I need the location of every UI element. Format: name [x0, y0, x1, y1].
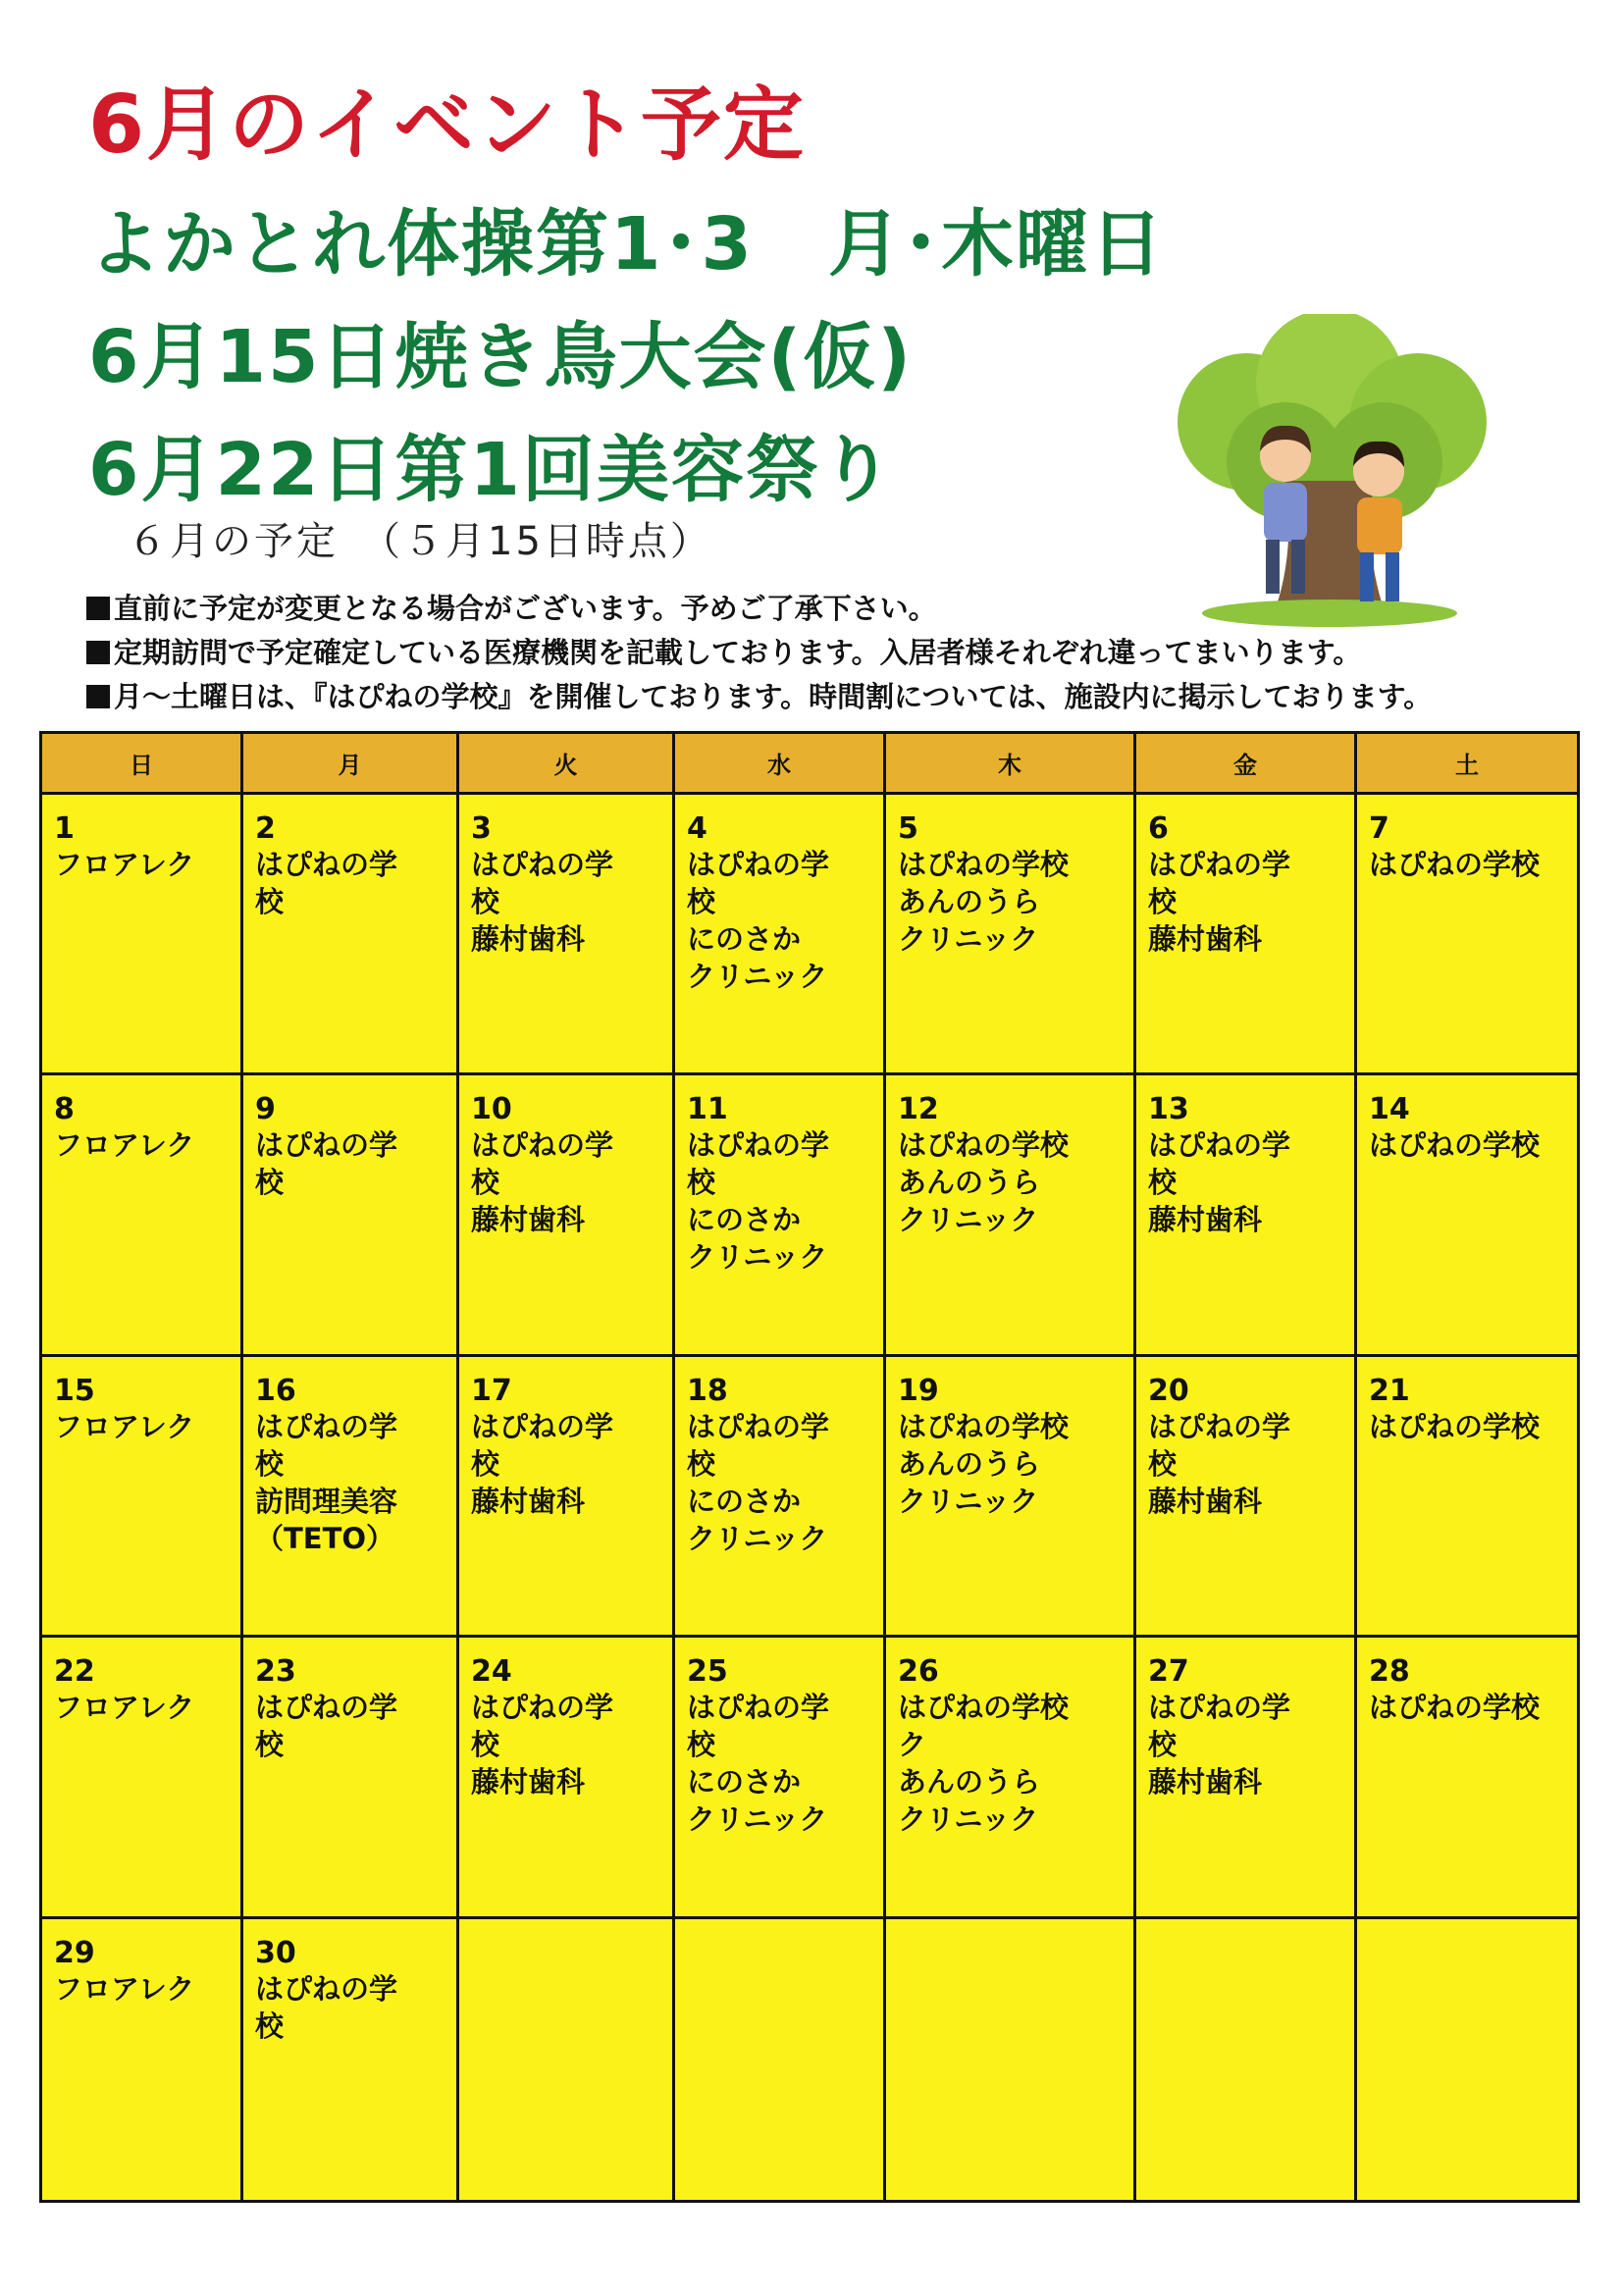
day-number: 24	[471, 1654, 512, 1690]
headline-beauty-festival: 6月22日第1回美容祭り	[88, 428, 895, 512]
day-events: はぴねの学校	[1369, 848, 1541, 881]
day-events: フロアレク	[54, 1409, 195, 1443]
calendar-day-cell	[1357, 1638, 1577, 1918]
notice-text: 直前に予定が変更となる場合がございます。予めご了承下さい。	[114, 592, 937, 625]
day-number: 23	[255, 1654, 296, 1690]
calendar-day-cell	[1357, 1919, 1577, 2200]
weekday-sunday: 日	[42, 734, 243, 792]
weekday-monday: 月	[243, 734, 459, 792]
day-events: はぴねの学 校 藤村歯科	[1148, 1409, 1291, 1518]
calendar-day-cell	[42, 795, 243, 1075]
calendar-day-cell	[243, 1357, 459, 1638]
calendar-day-cell	[42, 1919, 243, 2200]
calendar-day-cell	[886, 795, 1136, 1075]
day-number: 8	[54, 1092, 75, 1127]
weekday-thursday: 木	[886, 734, 1136, 792]
day-number: 18	[687, 1373, 728, 1408]
day-number: 4	[687, 811, 707, 846]
calendar-day-cell	[886, 1638, 1136, 1918]
day-number: 17	[471, 1373, 512, 1408]
day-events: はぴねの学 校 訪問理美容 （TETO）	[255, 1409, 398, 1555]
calendar-day-cell	[459, 1357, 675, 1638]
tree-with-hikers-icon	[1168, 314, 1492, 638]
headline-yakitori: 6月15日焼き鳥大会(仮)	[88, 315, 914, 399]
day-events: フロアレク	[54, 1128, 195, 1163]
calendar-day-cell	[1357, 1075, 1577, 1356]
day-events: はぴねの学 校 藤村歯科	[471, 1409, 614, 1518]
day-events: はぴねの学 校 にのさか クリニック	[687, 1409, 830, 1555]
calendar-day-cell	[675, 1075, 886, 1356]
schedule-subtitle: ６月の予定 （５月15日時点）	[128, 519, 712, 564]
day-events: はぴねの学 校 藤村歯科	[471, 1128, 614, 1237]
day-events: フロアレク	[54, 1691, 195, 1725]
day-number: 28	[1369, 1654, 1410, 1690]
calendar-weekday-header	[42, 734, 1577, 795]
day-events: はぴねの学 校 藤村歯科	[1148, 1128, 1291, 1237]
calendar-day-cell	[459, 1075, 675, 1356]
calendar-day-cell	[675, 1638, 886, 1918]
calendar-day-cell	[675, 1357, 886, 1638]
day-number: 10	[471, 1092, 512, 1127]
day-events: はぴねの学 校 にのさか クリニック	[687, 1691, 830, 1837]
day-events: フロアレク	[54, 1971, 195, 2006]
day-events: はぴねの学校 あんのうら クリニック	[898, 1128, 1070, 1237]
day-events: はぴねの学校	[1369, 1409, 1541, 1443]
calendar-day-cell	[1136, 795, 1357, 1075]
day-number: 13	[1148, 1092, 1189, 1127]
day-number: 5	[898, 811, 918, 846]
calendar-day-cell	[886, 1919, 1136, 2200]
weekday-tuesday: 火	[459, 734, 675, 792]
calendar-day-cell	[1136, 1357, 1357, 1638]
calendar-day-cell	[42, 1357, 243, 1638]
notice-text: 定期訪問で予定確定している医療機関を記載しております。入居者様それぞれ違ってまいります。	[114, 636, 1362, 669]
day-number: 9	[255, 1092, 276, 1127]
calendar-day-cell	[1136, 1919, 1357, 2200]
day-events: はぴねの学校 あんのうら クリニック	[898, 848, 1070, 956]
day-number: 7	[1369, 811, 1389, 846]
day-events: はぴねの学校	[1369, 1691, 1541, 1725]
day-number: 21	[1369, 1373, 1410, 1408]
day-events: はぴねの学 校 藤村歯科	[471, 848, 614, 956]
calendar-day-cell	[459, 1919, 675, 2200]
day-number: 26	[898, 1654, 939, 1690]
calendar-june	[39, 731, 1580, 2203]
calendar-day-cell	[243, 1075, 459, 1356]
day-events: はぴねの学 校 にのさか クリニック	[687, 848, 830, 993]
day-events: はぴねの学 校	[255, 1128, 398, 1200]
day-number: 19	[898, 1373, 939, 1408]
calendar-day-cell	[459, 795, 675, 1075]
calendar-day-cell	[1357, 1357, 1577, 1638]
page-title: 6月のイベント予定	[88, 78, 807, 172]
day-events: はぴねの学校	[1369, 1128, 1541, 1163]
day-number: 30	[255, 1935, 296, 1970]
calendar-day-cell	[675, 1919, 886, 2200]
day-number: 2	[255, 811, 276, 846]
bullet-square-icon	[86, 641, 110, 664]
day-events: はぴねの学 校 藤村歯科	[1148, 848, 1291, 956]
day-number: 27	[1148, 1654, 1189, 1690]
calendar-day-cell	[886, 1075, 1136, 1356]
day-number: 6	[1148, 811, 1169, 846]
day-number: 3	[471, 811, 492, 846]
calendar-day-cell	[459, 1638, 675, 1918]
day-number: 29	[54, 1935, 95, 1970]
day-number: 1	[54, 811, 75, 846]
day-number: 25	[687, 1654, 728, 1690]
calendar-day-cell	[42, 1075, 243, 1356]
calendar-day-cell	[243, 1919, 459, 2200]
bullet-square-icon	[86, 597, 110, 620]
calendar-day-cell	[886, 1357, 1136, 1638]
day-number: 14	[1369, 1092, 1410, 1127]
calendar-day-cell	[1136, 1075, 1357, 1356]
calendar-day-cell	[1136, 1638, 1357, 1918]
notice-text: 月～土曜日は、『はぴねの学校』を開催しております。時間割については、施設内に掲示しております。	[114, 680, 1433, 713]
calendar-day-cell	[1357, 795, 1577, 1075]
day-events: はぴねの学 校	[255, 1971, 398, 2043]
day-events: はぴねの学 校 藤村歯科	[1148, 1691, 1291, 1800]
calendar-day-cell	[243, 795, 459, 1075]
day-events: はぴねの学 校 藤村歯科	[471, 1691, 614, 1800]
bullet-square-icon	[86, 685, 110, 708]
weekday-saturday: 土	[1455, 752, 1479, 779]
notice-1	[86, 587, 937, 627]
headline-exercise: よかとれ体操第1･3 月･木曜日	[88, 202, 1165, 287]
day-number: 20	[1148, 1373, 1189, 1408]
day-number: 11	[687, 1092, 728, 1127]
day-events: はぴねの学 校 にのさか クリニック	[687, 1128, 830, 1275]
day-number: 22	[54, 1654, 95, 1690]
calendar-day-cell	[243, 1638, 459, 1918]
day-events: はぴねの学 校	[255, 848, 398, 918]
day-events: フロアレク	[54, 848, 195, 881]
notice-3	[86, 675, 1432, 715]
calendar-grid	[42, 795, 1577, 2200]
day-events: はぴねの学校 ク あんのうら クリニック	[898, 1691, 1070, 1837]
day-number: 15	[54, 1373, 95, 1408]
day-number: 16	[255, 1373, 296, 1408]
weekday-friday: 金	[1136, 734, 1357, 792]
weekday-wednesday: 水	[675, 734, 886, 792]
calendar-day-cell	[675, 795, 886, 1075]
day-number: 12	[898, 1092, 939, 1127]
day-events: はぴねの学 校	[255, 1691, 398, 1762]
day-events: はぴねの学校 あんのうら クリニック	[898, 1409, 1070, 1518]
calendar-day-cell	[42, 1638, 243, 1918]
